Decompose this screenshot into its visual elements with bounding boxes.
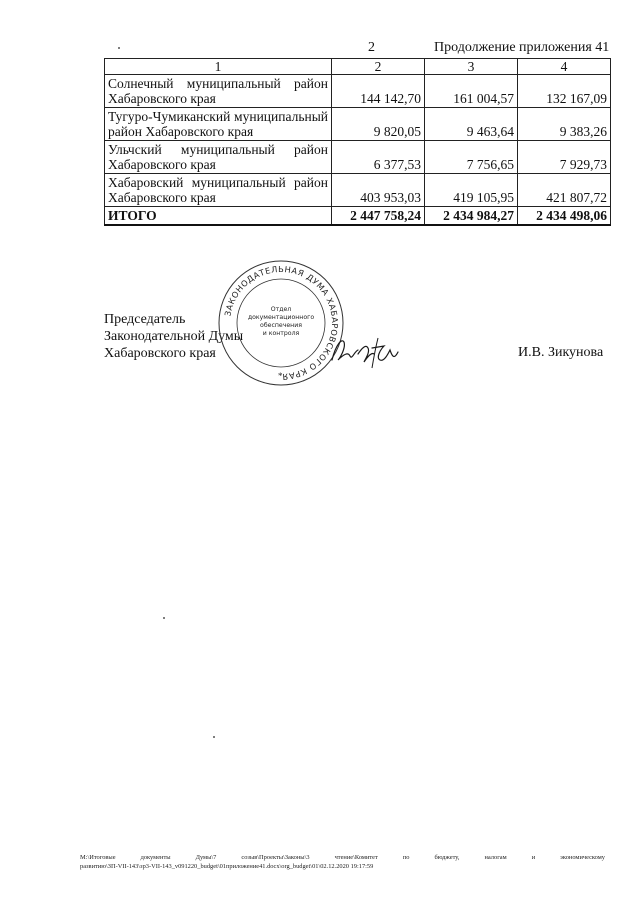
column-header-4: 4 xyxy=(518,59,611,75)
value-col-2: 144 142,70 xyxy=(332,75,425,108)
district-name: Ульчский муниципальный район Хабаровского края xyxy=(105,141,332,174)
value-col-4: 9 383,26 xyxy=(518,108,611,141)
value-col-4: 421 807,72 xyxy=(518,174,611,207)
table-header-row xyxy=(105,59,611,75)
appendix-continuation-label: Продолжение приложения 41 xyxy=(434,40,610,55)
table-row xyxy=(105,141,611,174)
value-col-3: 7 756,65 xyxy=(425,141,518,174)
column-header-1: 1 xyxy=(105,59,332,75)
file-path-line-1: М:\Итоговые документы Думы\7 созыв\Проекты\Законы\3 чтение\Комитет по бюджету, налогам и экономическому xyxy=(80,854,605,861)
scan-speck xyxy=(163,617,165,619)
table-row xyxy=(105,108,611,141)
total-col-3: 2 434 984,27 xyxy=(425,207,518,226)
value-col-2: 403 953,03 xyxy=(332,174,425,207)
district-name: Хабаровский муниципальный район Хабаровского края xyxy=(105,174,332,207)
value-col-4: 7 929,73 xyxy=(518,141,611,174)
signer-title-line-2: Законодательной Думы xyxy=(104,329,244,344)
value-col-3: 419 105,95 xyxy=(425,174,518,207)
value-col-2: 9 820,05 xyxy=(332,108,425,141)
column-header-3: 3 xyxy=(425,59,518,75)
page-number: 2 xyxy=(368,40,375,55)
file-path-footer xyxy=(80,853,605,871)
total-label: ИТОГО xyxy=(105,207,332,226)
star-icon: * xyxy=(278,371,283,381)
district-name: Тугуро-Чумиканский муниципальный район Хабаровского края xyxy=(105,108,332,141)
value-col-3: 161 004,57 xyxy=(425,75,518,108)
table-row xyxy=(105,75,611,108)
value-col-4: 132 167,09 xyxy=(518,75,611,108)
value-col-3: 9 463,64 xyxy=(425,108,518,141)
signer-title-line-1: Председатель xyxy=(104,312,186,327)
value-col-2: 6 377,53 xyxy=(332,141,425,174)
district-name: Солнечный муниципальный район Хабаровского края xyxy=(105,75,332,108)
budget-table xyxy=(104,58,611,226)
total-col-2: 2 447 758,24 xyxy=(332,207,425,226)
total-row xyxy=(105,207,611,226)
column-header-2: 2 xyxy=(332,59,425,75)
official-stamp xyxy=(216,258,346,388)
stamp-center-line-1: Отдел xyxy=(270,306,292,313)
total-col-4: 2 434 498,06 xyxy=(518,207,611,226)
scan-speck xyxy=(213,736,215,738)
signer-name: И.В. Зикунова xyxy=(518,345,604,360)
stamp-center-line-2: документационного xyxy=(247,314,315,321)
file-path-line-2: развитию\ЗП-VII-143\зр3-VII-143_v091220_budget\01приложение41.docx\org_budget\01\02.12.2020 19:17:59 xyxy=(80,863,374,870)
scan-speck xyxy=(118,47,120,49)
stamp-center-line-3: обеспечения xyxy=(260,322,302,329)
stamp-center-line-4: и контроля xyxy=(262,330,300,337)
signer-title-line-3: Хабаровского края xyxy=(104,346,216,361)
handwritten-signature xyxy=(328,330,408,370)
stamp-ring-text: ЗАКОНОДАТЕЛЬНАЯ ДУМА ХАБАРОВСКОГО КРАЯ xyxy=(222,263,341,383)
table-row xyxy=(105,174,611,207)
